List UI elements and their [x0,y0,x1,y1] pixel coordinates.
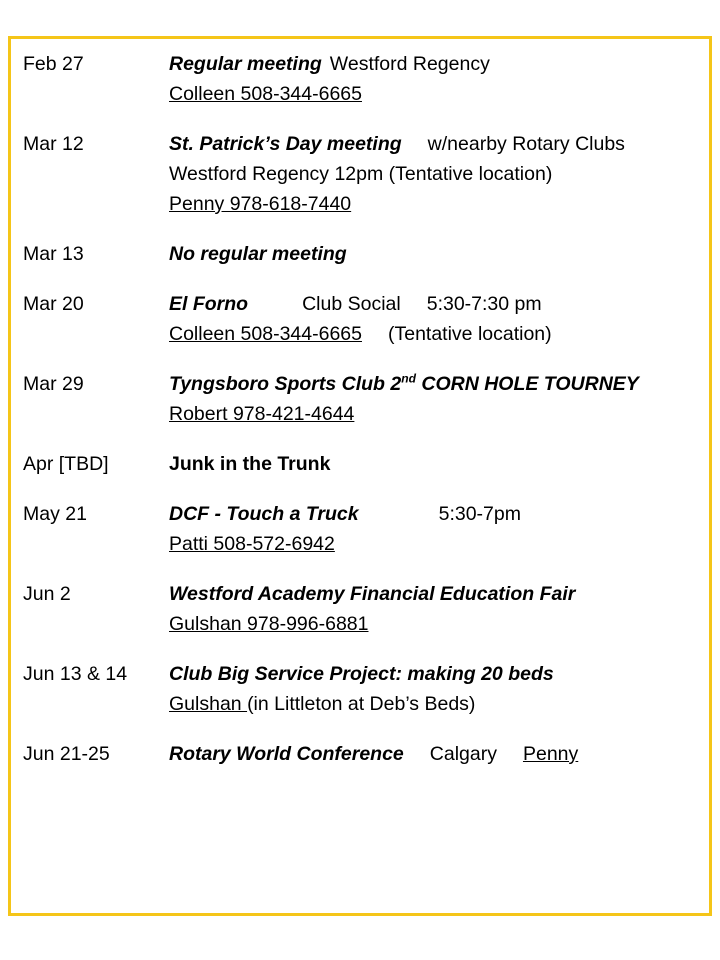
entry-date: Jun 13 & 14 [23,663,128,685]
entry-detail [169,239,699,269]
entry-title-suffix: Calgary [429,743,497,765]
entry-title: Club Big Service Project: making 20 beds [169,663,554,685]
list-item [23,289,699,349]
list-item [23,369,699,429]
entry-title-line [169,239,699,269]
entry-date: Jun 21-25 [23,743,110,765]
entry-title-post: CORN HOLE TOURNEY [415,373,639,395]
entry-contact-line [169,399,699,429]
entry-title-extra: 5:30-7pm [438,503,521,525]
entry-title-line [169,499,699,529]
entry-contact: Penny [522,743,579,765]
schedule-list [23,49,699,769]
entry-title-suffix: Club Social [302,293,401,315]
entry-title: No regular meeting [169,243,347,265]
entry-contact-line [169,189,699,219]
entry-title-line [169,579,699,609]
entry-title: DCF - Touch a Truck [169,503,359,525]
entry-contact-line [169,319,699,349]
entry-contact-line [169,689,699,719]
entry-title-line [169,289,699,319]
list-item [23,239,699,269]
list-item [23,449,699,479]
entry-date: May 21 [23,503,87,525]
entry-contact-suffix: (in Littleton at Deb’s Beds) [247,693,476,715]
entry-contact-suffix: (Tentative location) [387,323,552,345]
entry-date: Mar 12 [23,133,84,155]
schedule-border-frame [8,36,712,916]
entry-contact-line [169,79,699,109]
entry-date: Mar 29 [23,373,84,395]
entry-title-line [169,739,699,769]
entry-title-ordinal: nd [401,371,416,386]
entry-contact: Patti 508-572-6942 [169,533,335,555]
entry-title-line [169,449,699,479]
list-item [23,739,699,769]
entry-contact: Gulshan [169,693,248,715]
entry-detail [169,49,699,109]
entry-contact: Robert 978-421-4644 [169,403,355,425]
entry-title-line [169,49,699,79]
list-item [23,49,699,109]
entry-title-pre: Tyngsboro Sports Club 2 [169,373,402,395]
entry-detail [169,659,699,719]
entry-second-line: Westford Regency 12pm (Tentative location) [169,163,553,185]
entry-title: Regular meeting [169,53,322,75]
entry-contact: Gulshan 978-996-6881 [169,613,369,635]
entry-title-line [169,369,699,399]
entry-contact: Colleen 508-344-6665 [169,83,362,105]
entry-detail [169,129,699,219]
entry-detail [169,449,699,479]
entry-detail [169,369,699,429]
entry-contact-line [169,529,699,559]
entry-title-line [169,129,699,159]
entry-contact-line [169,609,699,639]
entry-title-extra: 5:30-7:30 pm [426,293,542,315]
entry-contact: Colleen 508-344-6665 [169,323,362,345]
list-item [23,499,699,559]
entry-detail [169,499,699,559]
entry-title-suffix: w/nearby Rotary Clubs [427,133,625,155]
entry-detail [169,739,699,769]
entry-contact: Penny 978-618-7440 [169,193,352,215]
entry-title-suffix: Westford Regency [329,53,490,75]
list-item [23,579,699,639]
entry-title-line [169,659,699,689]
entry-detail [169,579,699,639]
entry-title: St. Patrick’s Day meeting [169,133,402,155]
entry-date: Jun 2 [23,583,71,605]
entry-title: Junk in the Trunk [169,453,331,475]
entry-title: El Forno [169,293,249,315]
entry-detail [169,289,699,349]
list-item [23,659,699,719]
entry-date: Mar 20 [23,293,84,315]
entry-date: Apr [TBD] [23,453,109,475]
entry-date: Mar 13 [23,243,84,265]
entry-date: Feb 27 [23,53,84,75]
entry-title: Rotary World Conference [169,743,404,765]
list-item [23,129,699,219]
entry-title: Westford Academy Financial Education Fair [169,583,576,605]
